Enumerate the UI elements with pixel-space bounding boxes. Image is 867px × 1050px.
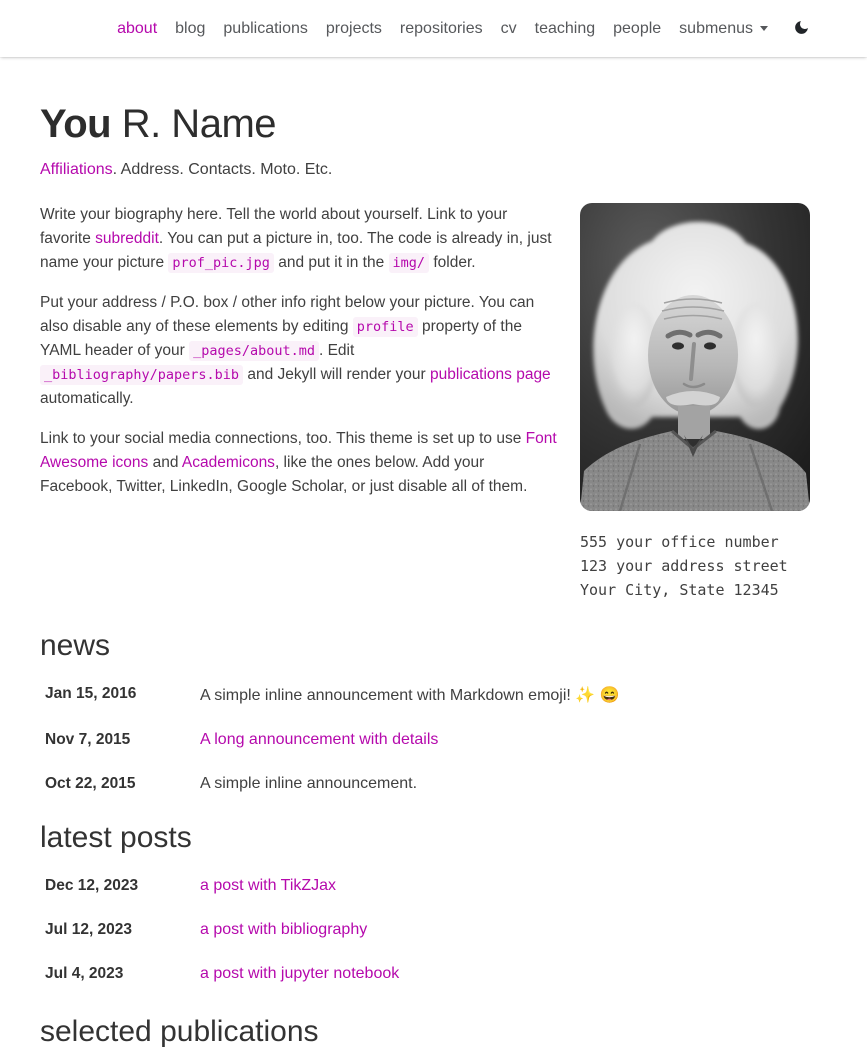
text-run: . Edit: [318, 342, 355, 359]
item-text: A simple inline announcement.: [200, 775, 418, 792]
nav-item: [166, 12, 214, 46]
list-item: [40, 672, 810, 718]
item-text[interactable]: a post with bibliography: [200, 921, 368, 938]
inline-code: _bibliography/papers.bib: [40, 365, 243, 385]
profile-photo: [580, 203, 810, 511]
nav-link[interactable]: about: [117, 19, 158, 37]
item-date: Jul 4, 2023: [45, 965, 124, 982]
text-run: automatically.: [40, 390, 134, 407]
nav-link[interactable]: publications: [223, 19, 308, 37]
nav-link[interactable]: blog: [175, 19, 206, 37]
moon-icon: [793, 19, 810, 39]
nav-item: [670, 12, 777, 46]
text-run: folder.: [429, 254, 476, 271]
page-subtitle: [40, 161, 810, 179]
text-run: property of the YAML header of your: [40, 318, 522, 359]
item-date: Nov 7, 2015: [45, 731, 131, 748]
nav-item: [214, 12, 317, 46]
inline-code: img/: [389, 253, 430, 273]
item-text: A simple inline announcement with Markdown emoji! ✨ 😄: [200, 687, 620, 704]
nav-link[interactable]: repositories: [399, 19, 483, 37]
latest-posts-heading: latest posts: [40, 821, 192, 854]
inline-code: profile: [353, 317, 418, 337]
text-run: Link to your social media connections, too. This theme is set up to use: [40, 430, 526, 447]
text-run: Write your biography here. Tell the world about yourself. Link to your favorite: [40, 206, 508, 247]
item-date: Jul 12, 2023: [45, 921, 133, 938]
list-item: [40, 908, 810, 952]
nav-link[interactable]: projects: [325, 19, 382, 37]
first-name: You: [40, 102, 112, 146]
inline-code: _pages/about.md: [189, 341, 319, 361]
nav-item: [317, 12, 391, 46]
text-run: Put your address / P.O. box / other info right below your picture. You can also disable any of these elements by editing: [40, 294, 535, 335]
posts-list: [40, 864, 810, 996]
list-item: [40, 762, 810, 806]
last-name: R. Name: [111, 102, 277, 146]
biography-section: [40, 203, 810, 599]
page-content: [40, 57, 810, 1050]
latest-posts-section: [40, 806, 810, 996]
item-text[interactable]: A long announcement with details: [200, 731, 439, 748]
inline-link[interactable]: Affiliations: [40, 161, 113, 178]
top-navbar: [0, 0, 867, 57]
list-item: [40, 718, 810, 762]
text-run: and Jekyll will render your: [243, 366, 431, 383]
text-run: and put it in the: [273, 254, 389, 271]
address-line: 555 your office number: [580, 533, 779, 551]
list-item: [40, 952, 810, 996]
address-line: 123 your address street: [580, 557, 788, 575]
dark-mode-toggle[interactable]: [789, 15, 814, 43]
text-run: and: [148, 454, 182, 471]
news-section: [40, 612, 810, 806]
profile-block: [580, 203, 810, 602]
nav-link[interactable]: submenus: [670, 12, 777, 46]
nav-menu: [108, 12, 777, 46]
item-text[interactable]: a post with jupyter notebook: [200, 965, 400, 982]
text-run: , like the ones below. Add your Facebook, Twitter, LinkedIn, Google Scholar, or just disable all of them.: [40, 454, 528, 495]
item-date: Oct 22, 2015: [45, 775, 136, 792]
item-text[interactable]: a post with TikZJax: [200, 877, 337, 894]
contact-address: [580, 530, 810, 602]
inline-link[interactable]: subreddit: [95, 230, 159, 247]
nav-item: [492, 12, 526, 46]
nav-item: [526, 12, 605, 46]
nav-item: [108, 12, 166, 46]
nav-link[interactable]: teaching: [534, 19, 596, 37]
address-line: Your City, State 12345: [580, 581, 779, 599]
about-header: [40, 57, 810, 179]
nav-item: [391, 12, 492, 46]
nav-link[interactable]: people: [613, 19, 662, 37]
inline-link[interactable]: Academicons: [181, 454, 275, 471]
page-title: [40, 101, 810, 147]
item-date: Dec 12, 2023: [45, 877, 139, 894]
news-heading: news: [40, 629, 111, 662]
nav-item: [604, 12, 670, 46]
nav-link[interactable]: cv: [500, 19, 517, 37]
inline-code: prof_pic.jpg: [168, 253, 274, 273]
text-run: . You can put a picture in, too. The code is already in, just name your picture: [40, 230, 552, 271]
news-list: [40, 672, 810, 806]
text-run: . Address. Contacts. Moto. Etc.: [112, 161, 333, 178]
selected-publications-heading: selected publications: [40, 1015, 319, 1048]
item-date: Jan 15, 2016: [45, 685, 137, 702]
list-item: [40, 864, 810, 908]
inline-link[interactable]: Font Awesome icons: [40, 430, 557, 471]
inline-link[interactable]: publications page: [430, 366, 551, 383]
